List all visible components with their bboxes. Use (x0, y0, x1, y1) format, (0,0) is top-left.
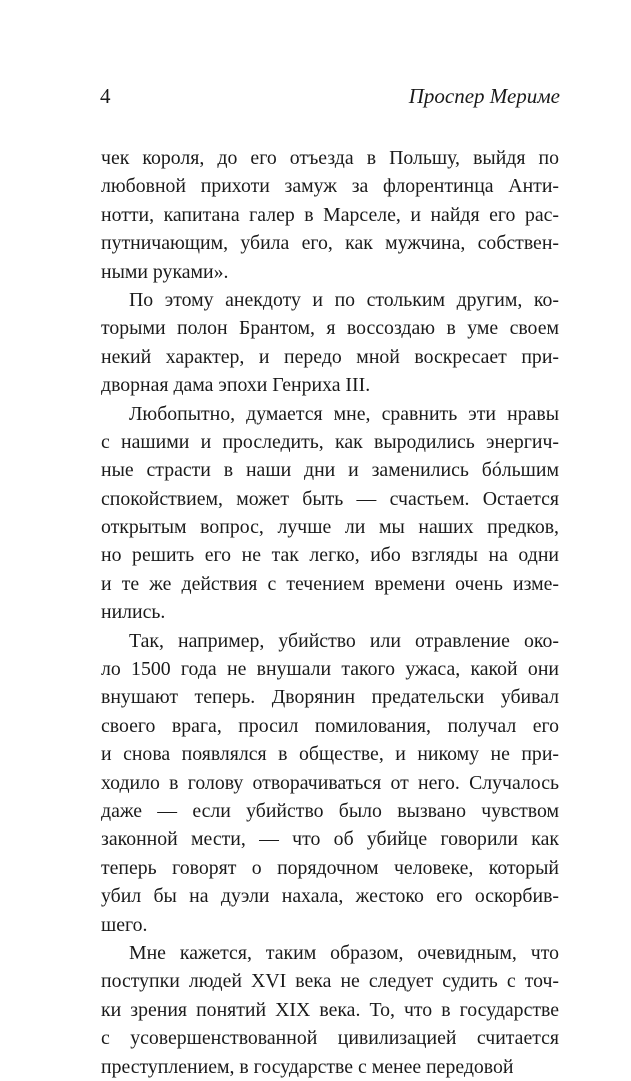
running-head (100, 83, 560, 109)
text-line: даже — если убийство было вызвано чувством (101, 799, 559, 822)
text-line: любовной прихоти замуж за флорентинца Анти- (101, 175, 559, 198)
text-line: поступки людей XVI века не следует судить с точ- (101, 970, 559, 993)
text-line: ными руками». (101, 260, 229, 283)
text-line: преступлением, в государстве с менее передовой (101, 1055, 514, 1078)
paragraph (101, 939, 559, 1081)
paragraph (101, 400, 559, 627)
text-line: и снова появлялся в обществе, и никому не при- (101, 743, 559, 766)
text-line: ные страсти в наши дни и заменились бóльшим (101, 459, 559, 482)
running-title: Проспер Мериме (408, 84, 560, 108)
text-line: теперь говорят о порядочном человеке, который (101, 856, 559, 879)
text-line: Мне кажется, таким образом, очевидным, что (129, 941, 559, 964)
page-number: 4 (100, 84, 111, 108)
text-line: чек короля, до его отъезда в Польшу, выйдя по (101, 147, 559, 169)
text-line: открытым вопрос, лучше ли мы наших предков, (101, 516, 559, 539)
text-line: спокойствием, может быть — счастьем. Остается (101, 487, 559, 510)
paragraph (101, 627, 559, 939)
text-line: По этому анекдоту и по стольким другим, ко- (129, 288, 559, 311)
text-line: шего. (101, 913, 148, 936)
text-line: с усовершенствованной цивилизацией считается (101, 1027, 559, 1050)
text-line: некий характер, и передо мной воскресает при- (101, 345, 559, 368)
text-body (101, 144, 559, 1081)
text-line: торыми полон Брантом, я воссоздаю в уме своем (101, 317, 559, 340)
text-line: нотти, капитана галер в Марселе, и найдя его рас- (101, 203, 559, 226)
text-line: ки зрения понятий XIX века. То, что в государстве (101, 998, 559, 1021)
text-line: законной мести, — что об убийце говорили как (101, 828, 559, 851)
text-line: ходило в голову отворачиваться от него. Случалось (101, 771, 559, 794)
text-line: и те же действия с течением времени очень изме- (101, 572, 559, 595)
text-line: дворная дама эпохи Генриха III. (101, 374, 371, 397)
text-line: Любопытно, думается мне, сравнить эти нравы (129, 402, 559, 425)
paragraph (101, 144, 559, 286)
text-line: нились. (101, 601, 166, 624)
text-line: внушают теперь. Дворянин предательски убивал (101, 686, 559, 709)
text-line: своего врага, просил помилования, получал его (101, 714, 559, 737)
text-line: убил бы на дуэли нахала, жестоко его оскорбив- (101, 885, 559, 908)
paragraph (101, 286, 559, 400)
text-line: с нашими и проследить, как выродились энергич- (101, 430, 559, 453)
text-line: но решить его не так легко, ибо взгляды на одни (101, 544, 559, 567)
text-line: путничающим, убила его, как мужчина, собствен- (101, 232, 559, 255)
text-line: Так, например, убийство или отравление око- (129, 629, 559, 652)
text-line: ло 1500 года не внушали такого ужаса, какой они (101, 658, 559, 681)
